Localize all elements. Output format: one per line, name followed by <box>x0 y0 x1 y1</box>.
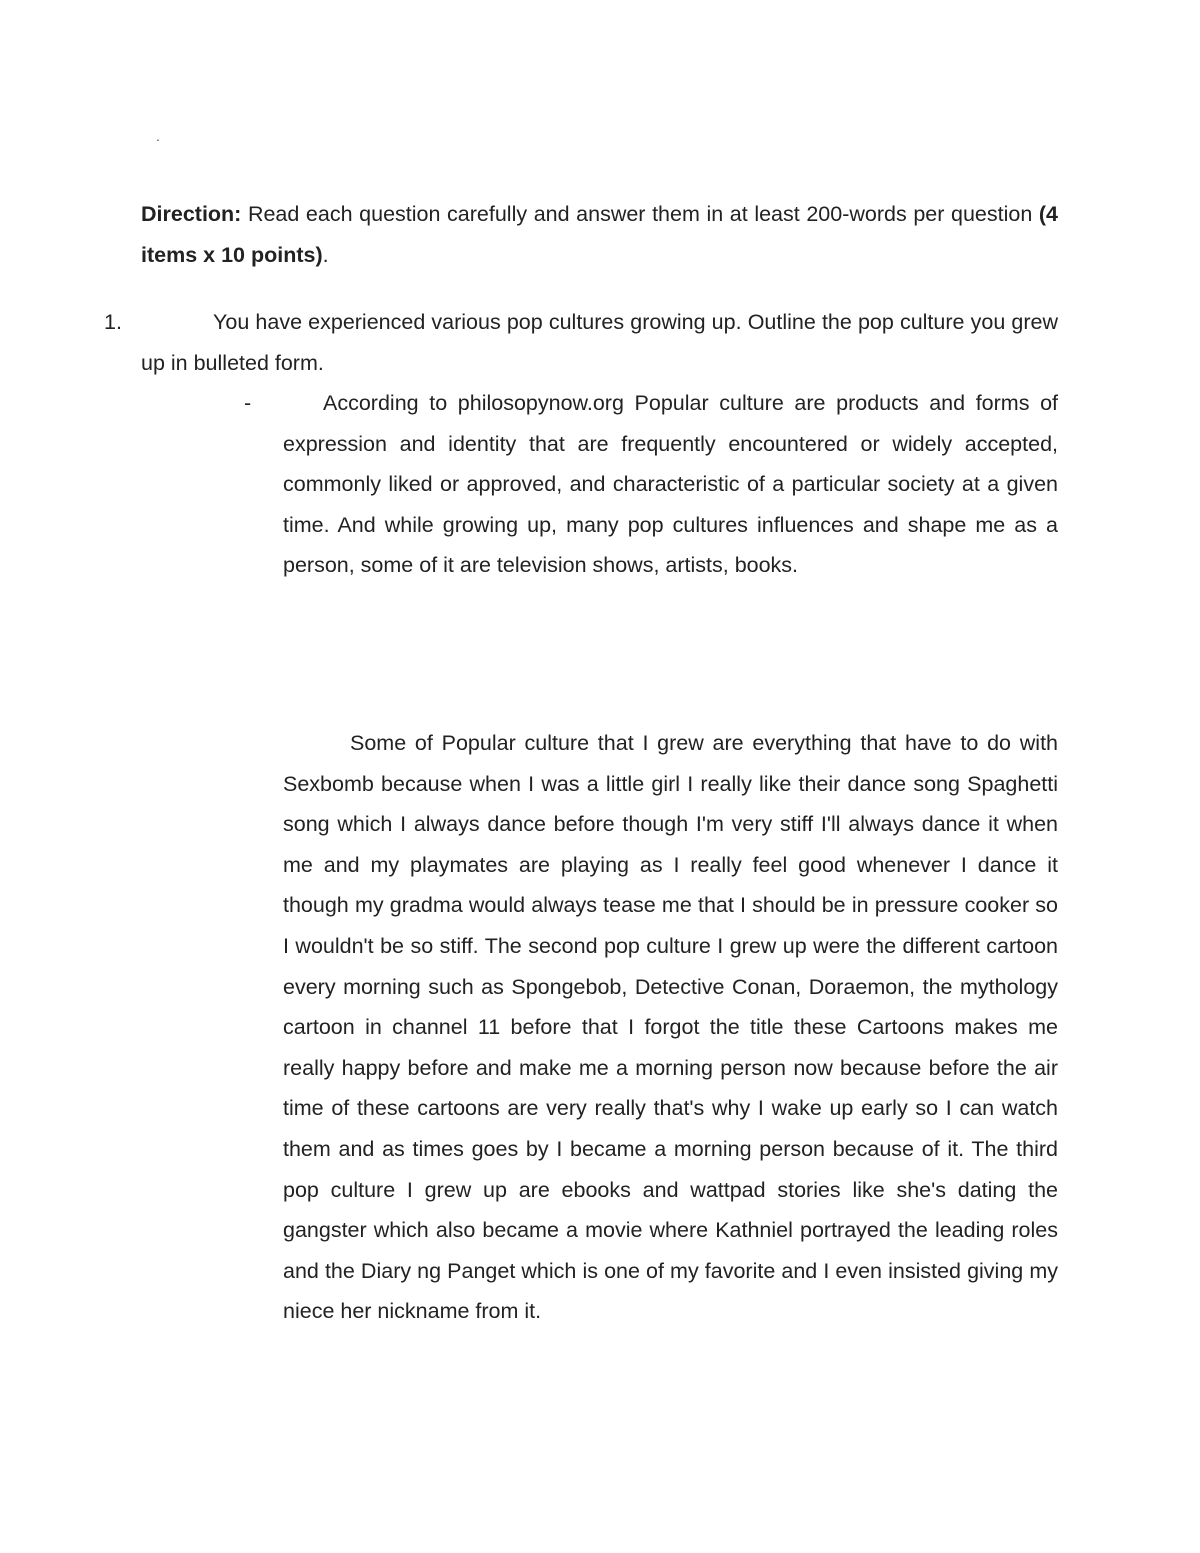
answer-paragraph-1: According to philosopynow.org Popular culture are products and forms of expression and identity that are frequently encountered or widely accepted, commonly liked or approved, and characteristic of a particular society at a given time. And while growing up, many pop cultures influences and shape me as a person, some of it are television shows, artists, books. <box>283 391 1058 578</box>
direction-end: . <box>322 243 329 267</box>
bullet-dash: - <box>244 391 252 415</box>
direction-label: Direction: <box>141 202 242 226</box>
direction-paragraph <box>141 194 1058 276</box>
page-dot: . <box>156 128 160 144</box>
direction-points: (4 items x 10 points) <box>141 202 1058 267</box>
direction-text: Read each question carefully and answer them in at least 200-words per question <box>241 202 1039 226</box>
question-number: 1. <box>104 310 122 334</box>
question-text: You have experienced various pop cultures growing up. Outline the pop culture you grew up in bulleted form. <box>141 310 1058 375</box>
answer-paragraph-2: Some of Popular culture that I grew are everything that have to do with Sexbomb because when I was a little girl I really like their dance song Spaghetti song which I always dance before though I'm very stiff I'll always dance it when me and my playmates are playing as I really feel good whenever I dance it though my gradma would always tease me that I should be in pressure cooker so I wouldn't be so stiff. The second pop culture I grew up were the different cartoon every morning such as Spongebob, Detective Conan, Doraemon, the mythology cartoon in channel 11 before that I forgot the title these Cartoons makes me really happy before and make me a morning person now because before the air time of these cartoons are very really that's why I wake up early so I can watch them and as times goes by I became a morning person because of it. The third pop culture I grew up are ebooks and wattpad stories like she's dating the gangster which also became a movie where Kathniel portrayed the leading roles and the Diary ng Panget which is one of my favorite and I even insisted giving my niece her nickname from it. <box>283 731 1058 1324</box>
